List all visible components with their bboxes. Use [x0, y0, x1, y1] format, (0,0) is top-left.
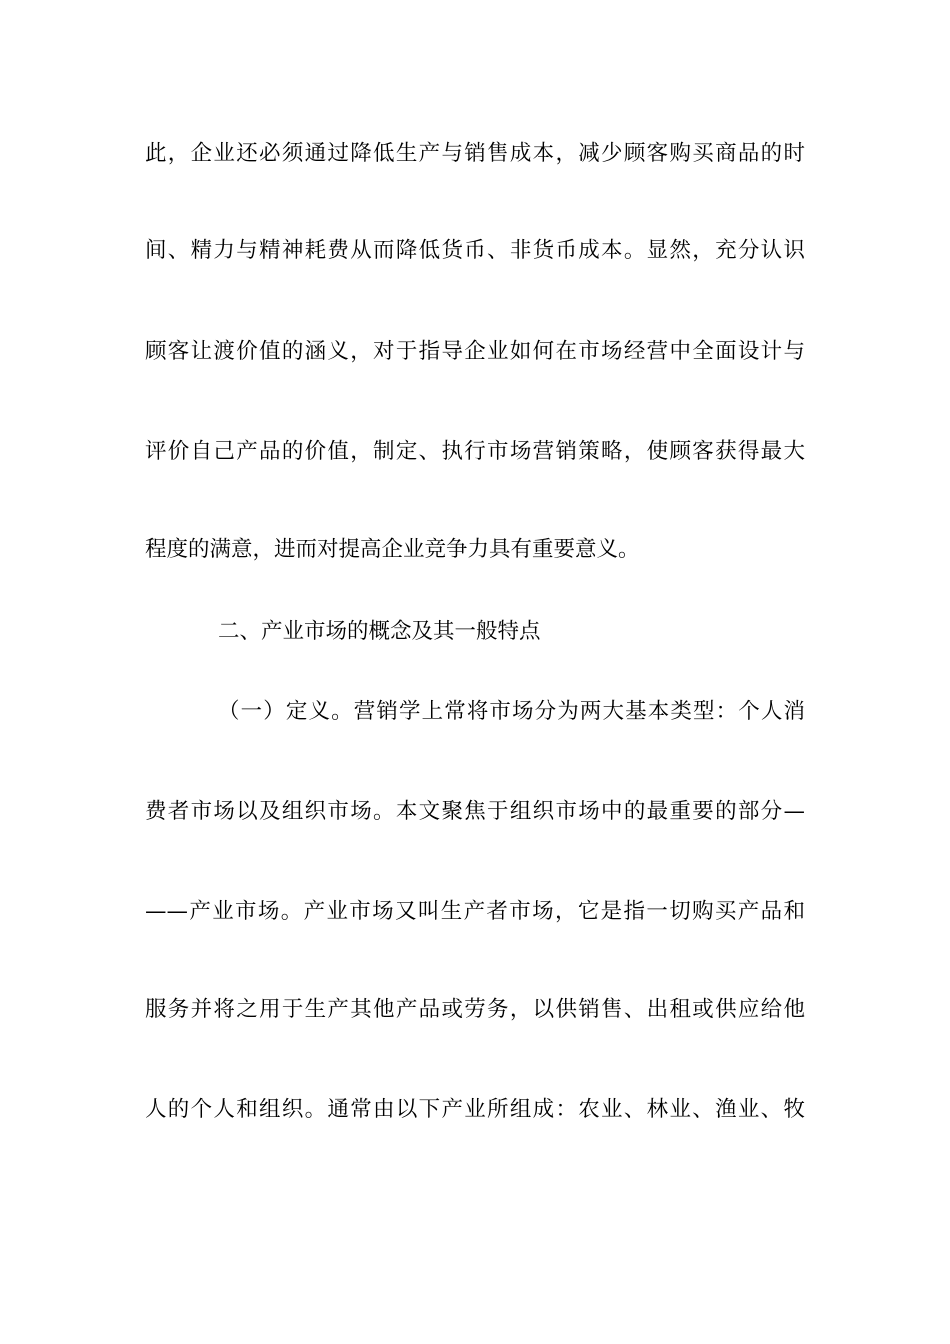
paragraph-line: 服务并将之用于生产其他产品或劳务，以供销售、出租或供应给他	[145, 997, 805, 1022]
paragraph-line: 评价自己产品的价值，制定、执行市场营销策略，使顾客获得最大	[145, 439, 805, 464]
section-heading: 二、产业市场的概念及其一般特点	[218, 619, 541, 644]
paragraph-line: 间、精力与精神耗费从而降低货币、非货币成本。显然，充分认识	[145, 238, 805, 263]
paragraph-line: 人的个人和组织。通常由以下产业所组成：农业、林业、渔业、牧	[145, 1097, 805, 1122]
paragraph-line: （一）定义。营销学上常将市场分为两大基本类型：个人消	[218, 699, 805, 724]
paragraph-line: 程度的满意，进而对提高企业竞争力具有重要意义。	[145, 537, 640, 562]
paragraph-line: ——产业市场。产业市场又叫生产者市场，它是指一切购买产品和	[145, 899, 805, 924]
paragraph-line: 顾客让渡价值的涵义，对于指导企业如何在市场经营中全面设计与	[145, 339, 805, 364]
paragraph-line: 此，企业还必须通过降低生产与销售成本，减少顾客购买商品的时	[145, 141, 805, 166]
paragraph-line: 费者市场以及组织市场。本文聚焦于组织市场中的最重要的部分—	[145, 799, 805, 824]
